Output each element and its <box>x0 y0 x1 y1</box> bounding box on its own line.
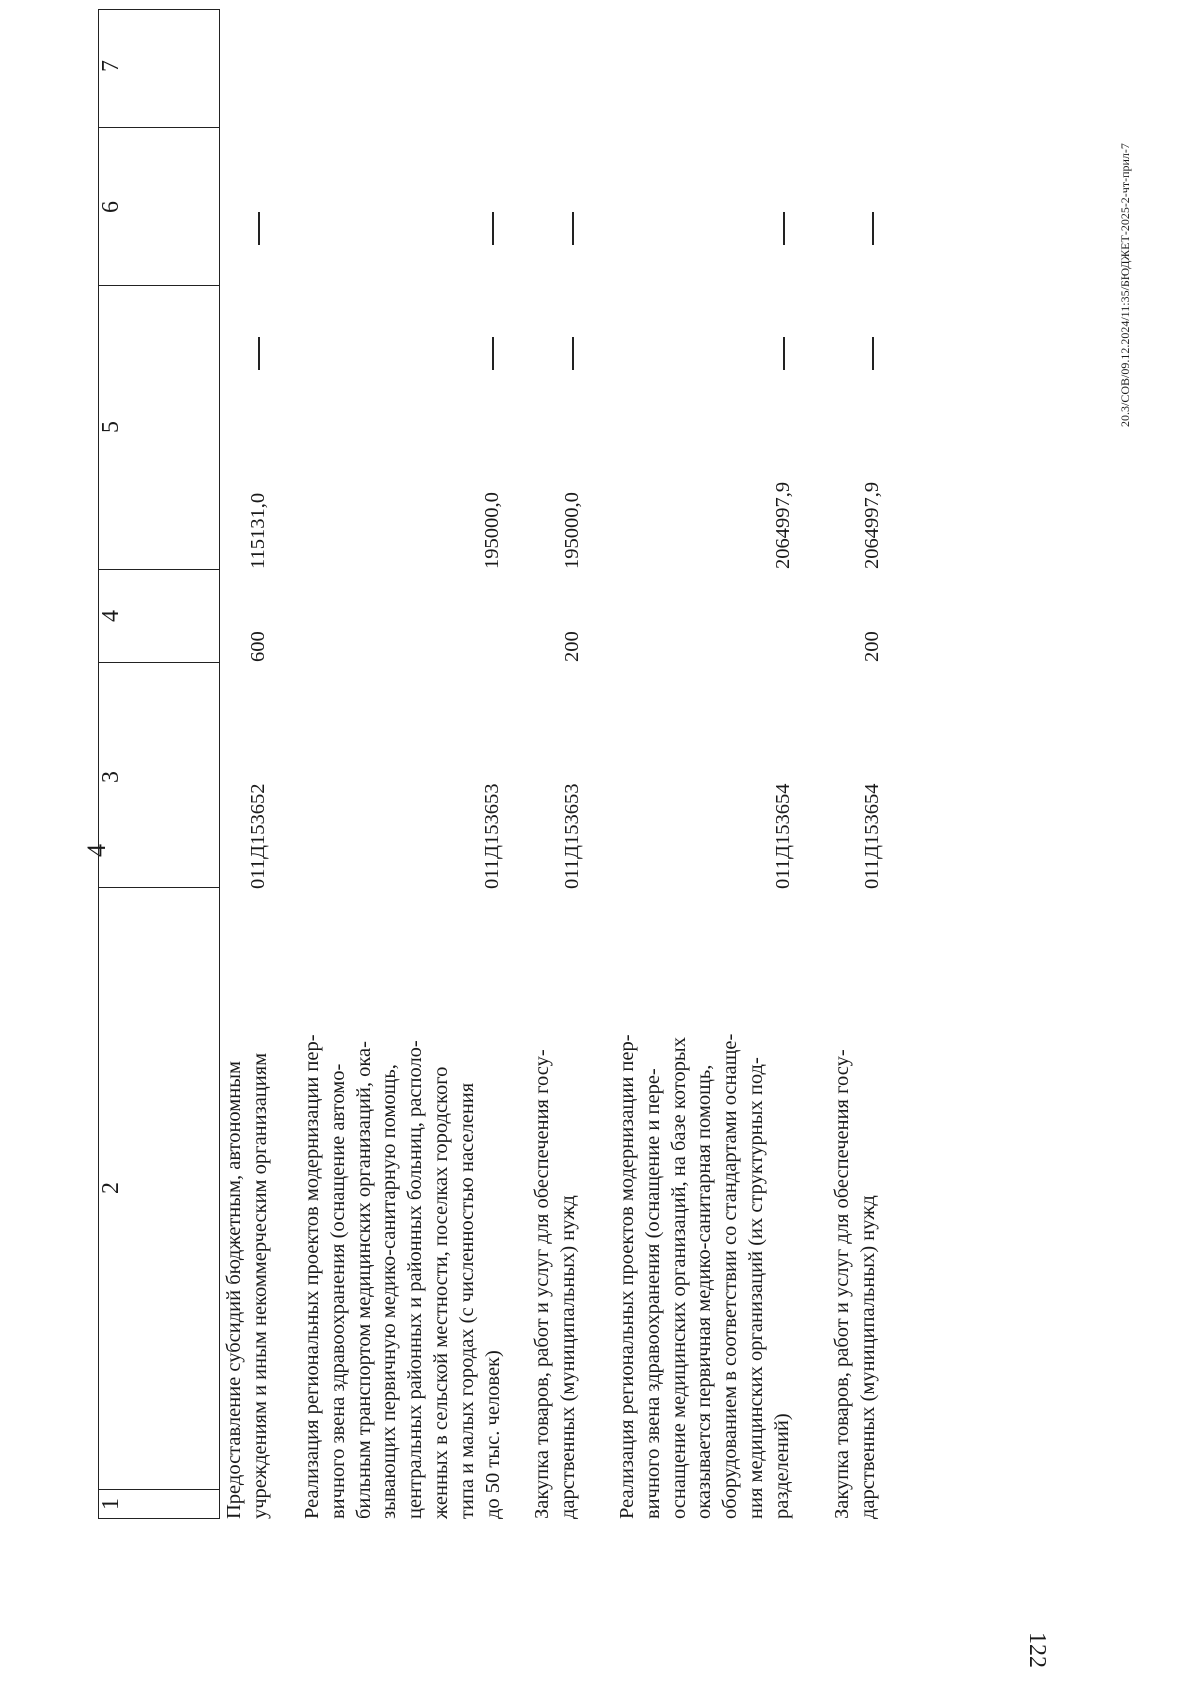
row-type: 600 <box>247 631 269 662</box>
column-divider <box>98 569 220 570</box>
row-text-line: бильным транспортом медицинских организаций, ока- <box>352 1041 375 1519</box>
row-code: 011Д153652 <box>247 783 269 889</box>
row-description <box>615 919 796 1519</box>
page-number: 4 <box>82 844 111 857</box>
col6-dash <box>258 337 260 370</box>
column-divider <box>98 887 220 888</box>
row-text-line: зывающих первичную медико-санитарную помощь, <box>378 1064 401 1519</box>
row-text-line: учреждениям и иным некоммерческим организациям <box>248 1052 271 1519</box>
row-text-line: вичного звена здравоохранения (оснащение и пере- <box>641 1068 664 1519</box>
col7-dash <box>572 212 574 245</box>
row-text-line: оснащение медицинских организаций, на базе которых <box>667 1037 690 1519</box>
col6-dash <box>492 337 494 370</box>
row-amount: 195000,0 <box>561 492 583 569</box>
document-footer-code: 20.3/СОВ/09.12.2024/11:35/БЮДЖЕТ-2025-2-чт-прил-7 <box>1118 143 1132 427</box>
row-text-line: Предоставление субсидий бюджетным, автономным <box>223 1061 245 1519</box>
column-header-6: 6 <box>98 201 124 213</box>
row-amount: 2064997,9 <box>861 481 883 569</box>
row-description <box>222 919 274 1519</box>
row-code: 011Д153654 <box>772 783 794 889</box>
column-header-4: 4 <box>98 610 124 622</box>
row-text-line: центральных районных и районных больниц, располо- <box>404 1040 427 1519</box>
col7-dash <box>783 212 785 245</box>
row-description <box>830 919 882 1519</box>
row-amount: 2064997,9 <box>772 481 794 569</box>
row-description <box>530 919 582 1519</box>
column-divider <box>98 285 220 286</box>
table-row <box>615 0 800 1697</box>
row-text-line: женных в сельской местности, поселках городского <box>429 1066 452 1519</box>
row-text-line: до 50 тыс. человек) <box>481 1350 504 1519</box>
table-row <box>222 0 282 1697</box>
row-text-line: оборудованием в соответствии со стандартами оснаще- <box>719 1033 742 1519</box>
row-amount: 115131,0 <box>247 492 269 569</box>
row-text-line: типа и малых городах (с численностью населения <box>455 1082 478 1519</box>
row-amount: 195000,0 <box>481 492 503 569</box>
row-text-line: ния медицинских организаций (их структурных под- <box>744 1057 767 1519</box>
column-divider <box>98 662 220 663</box>
row-type: 200 <box>561 631 583 662</box>
column-divider <box>98 1489 220 1490</box>
row-text-line: Закупка товаров, работ и услуг для обеспечения госу- <box>831 1049 853 1519</box>
row-text-line: Закупка товаров, работ и услуг для обеспечения госу- <box>531 1049 553 1519</box>
row-type: 200 <box>861 631 883 662</box>
table-row <box>300 0 510 1697</box>
column-header-1: 1 <box>98 1498 124 1510</box>
row-text-line: дарственных (муниципальных) нужд <box>556 1195 579 1519</box>
table-row <box>530 0 590 1697</box>
table-header <box>98 9 220 1519</box>
col6-dash <box>872 337 874 370</box>
row-text-line: дарственных (муниципальных) нужд <box>856 1195 879 1519</box>
column-header-5: 5 <box>98 421 124 433</box>
row-text-line: вичного звена здравоохранения (оснащение автомо- <box>326 1063 349 1519</box>
table-row <box>830 0 890 1697</box>
col6-dash <box>572 337 574 370</box>
col7-dash <box>492 212 494 245</box>
col7-dash <box>258 212 260 245</box>
col7-dash <box>872 212 874 245</box>
col6-dash <box>783 337 785 370</box>
column-header-7: 7 <box>98 60 124 72</box>
row-code: 011Д153653 <box>561 783 583 889</box>
column-divider <box>98 127 220 128</box>
row-description <box>300 919 506 1519</box>
row-text-line: разделений) <box>770 1413 793 1519</box>
row-text-line: Реализация региональных проектов модернизации пер- <box>301 1034 323 1519</box>
column-header-3: 3 <box>98 771 124 783</box>
column-header-2: 2 <box>98 1182 124 1194</box>
row-code: 011Д153654 <box>861 783 883 889</box>
folio-number: 122 <box>1024 1632 1050 1668</box>
row-code: 011Д153653 <box>481 783 503 889</box>
row-text-line: Реализация региональных проектов модернизации пер- <box>616 1034 638 1519</box>
row-text-line: оказывается первичная медико-санитарная помощь, <box>693 1064 716 1519</box>
